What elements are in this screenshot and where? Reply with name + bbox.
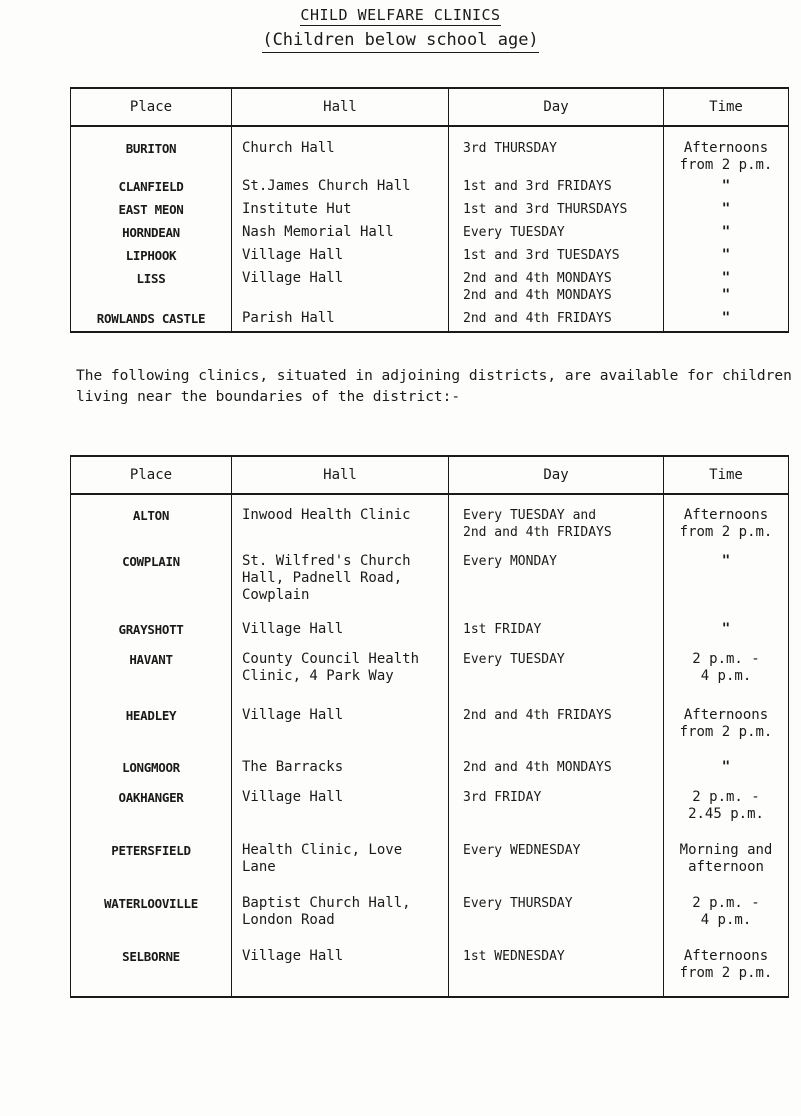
table-row [71,891,789,944]
cell-hall [232,174,449,197]
cell-time [664,126,789,174]
time-line: " [721,287,731,303]
table-row [71,306,789,332]
day-line: 2nd and 4th MONDAYS [463,760,612,775]
hall-line: Cowplain [242,587,310,603]
hall-line: County Council Health [242,651,420,667]
cell-day [449,647,664,703]
time-line: " [721,310,731,326]
cell-hall [232,617,449,647]
cell-hall [232,243,449,266]
cell-day [449,785,664,838]
cell-day [449,617,664,647]
hall-line: Institute Hut [242,201,352,217]
cell-place [71,703,232,755]
cell-place [71,306,232,332]
intro-paragraph: The following clinics, situated in adjoining districts, are available for children living near the boundaries of the district:- [76,368,792,405]
hall-line: Village Hall [242,948,344,964]
cell-time [664,647,789,703]
header-place: Place [71,88,232,126]
cell-place [71,266,232,306]
cell-hall [232,891,449,944]
cell-day [449,755,664,785]
hall-line: Hall, Padnell Road, [242,570,403,586]
time-line: afternoon [688,859,764,875]
day-line: Every TUESDAY [463,652,565,667]
time-line: Afternoons [683,948,769,964]
time-line: 2 p.m. - [692,789,760,805]
hall-line: Inwood Health Clinic [242,507,411,523]
header-hall: Hall [232,456,449,494]
table-row [71,174,789,197]
hall-line: The Barracks [242,759,344,775]
time-line: " [721,178,731,194]
table-row [71,197,789,220]
day-line: 1st and 3rd TUESDAYS [463,248,620,263]
hall-line: Village Hall [242,247,344,263]
cell-hall [232,785,449,838]
day-line: 1st FRIDAY [463,622,542,637]
place-line: GRAYSHOTT [118,622,184,637]
page-title: CHILD WELFARE CLINICS [300,6,501,24]
cell-place [71,785,232,838]
place-line: HORNDEAN [122,225,180,240]
cell-time [664,703,789,755]
hall-line: St.James Church Hall [242,178,411,194]
cell-hall [232,197,449,220]
cell-place [71,617,232,647]
cell-hall [232,549,449,617]
day-line: 1st and 3rd THURSDAYS [463,202,628,217]
table-row [71,126,789,174]
time-line: 2 p.m. - [692,651,760,667]
cell-place [71,891,232,944]
cell-day [449,838,664,891]
cell-place [71,549,232,617]
cell-time [664,785,789,838]
header-day: Day [449,88,664,126]
place-line: LISS [136,271,166,286]
table-row [71,785,789,838]
cell-day [449,220,664,243]
place-line: LONGMOOR [122,760,180,775]
cell-time [664,755,789,785]
table-row [71,266,789,306]
day-line: 3rd THURSDAY [463,141,557,156]
time-line: from 2 p.m. [679,524,773,540]
cell-time [664,220,789,243]
cell-time [664,944,789,997]
hall-line: Village Hall [242,707,344,723]
header-time: Time [664,88,789,126]
cell-time [664,838,789,891]
header-place: Place [71,456,232,494]
place-line: CLANFIELD [118,179,184,194]
clinics-table [70,87,789,333]
table-row [71,755,789,785]
table-row [71,220,789,243]
day-line: 1st and 3rd FRIDAYS [463,179,612,194]
hall-line: Church Hall [242,140,335,156]
place-line: OAKHANGER [118,790,184,805]
day-line: Every TUESDAY [463,225,565,240]
time-line: from 2 p.m. [679,157,773,173]
cell-hall [232,647,449,703]
day-line: 2nd and 4th FRIDAYS [463,525,612,540]
table-header-row [71,456,789,494]
place-line: BURITON [125,141,177,156]
place-line: COWPLAIN [122,554,180,569]
hall-line: London Road [242,912,335,928]
day-line: 2nd and 4th FRIDAYS [463,311,612,326]
time-line: Afternoons [683,707,769,723]
hall-line: Nash Memorial Hall [242,224,394,240]
time-line: from 2 p.m. [679,965,773,981]
cell-hall [232,838,449,891]
cell-day [449,266,664,306]
cell-place [71,174,232,197]
day-line: 2nd and 4th MONDAYS [463,288,612,303]
cell-hall [232,703,449,755]
cell-day [449,944,664,997]
time-line: Afternoons [683,507,769,523]
day-line: 3rd FRIDAY [463,790,542,805]
place-line: PETERSFIELD [111,843,191,858]
place-line: ALTON [132,508,170,523]
hall-line: St. Wilfred's Church [242,553,411,569]
time-line: " [721,201,731,217]
cell-day [449,306,664,332]
cell-place [71,755,232,785]
cell-time [664,891,789,944]
place-line: WATERLOOVILLE [104,896,198,911]
table-row [71,243,789,266]
place-line: ROWLANDS CASTLE [96,311,206,326]
day-line: Every TUESDAY and [463,508,597,523]
cell-day [449,174,664,197]
time-line: " [721,224,731,240]
table-row [71,944,789,997]
cell-time [664,266,789,306]
cell-hall [232,220,449,243]
time-line: 2.45 p.m. [688,806,764,822]
cell-time [664,197,789,220]
time-line: " [721,621,731,637]
hall-line: Health Clinic, Love [242,842,403,858]
cell-hall [232,306,449,332]
time-line: 4 p.m. [700,912,752,928]
hall-line: Clinic, 4 Park Way [242,668,394,684]
cell-time [664,617,789,647]
time-line: " [721,270,731,286]
cell-place [71,944,232,997]
hall-line: Baptist Church Hall, [242,895,411,911]
time-line: 4 p.m. [700,668,752,684]
place-line: SELBORNE [122,949,180,964]
day-line: Every MONDAY [463,554,557,569]
time-line: 2 p.m. - [692,895,760,911]
cell-hall [232,755,449,785]
time-line: " [721,247,731,263]
page-subtitle: (Children below school age) [0,30,801,50]
cell-time [664,174,789,197]
table-row [71,617,789,647]
time-line: Morning and [679,842,773,858]
cell-place [71,197,232,220]
cell-place [71,838,232,891]
cell-day [449,126,664,174]
header-day: Day [449,456,664,494]
table-header-row [71,88,789,126]
table-row [71,494,789,549]
hall-line: Parish Hall [242,310,335,326]
cell-hall [232,494,449,549]
time-line: from 2 p.m. [679,724,773,740]
cell-time [664,306,789,332]
table-row [71,647,789,703]
cell-place [71,126,232,174]
day-line: 2nd and 4th MONDAYS [463,271,612,286]
day-line: 2nd and 4th FRIDAYS [463,708,612,723]
cell-time [664,494,789,549]
hall-line: Village Hall [242,621,344,637]
cell-place [71,494,232,549]
table-row [71,703,789,755]
place-line: LIPHOOK [125,248,177,263]
table-row [71,838,789,891]
day-line: Every THURSDAY [463,896,573,911]
place-line: HEADLEY [125,708,177,723]
hall-line: Lane [242,859,276,875]
cell-place [71,647,232,703]
cell-place [71,220,232,243]
cell-place [71,243,232,266]
table-row [71,549,789,617]
hall-line: Village Hall [242,270,344,286]
day-line: 1st WEDNESDAY [463,949,565,964]
cell-day [449,549,664,617]
day-line: Every WEDNESDAY [463,843,581,858]
cell-day [449,197,664,220]
cell-hall [232,944,449,997]
time-line: " [721,553,731,569]
cell-time [664,549,789,617]
cell-day [449,243,664,266]
time-line: " [721,759,731,775]
header-hall: Hall [232,88,449,126]
header-time: Time [664,456,789,494]
cell-day [449,891,664,944]
adjoining-clinics-table [70,455,789,998]
place-line: EAST MEON [118,202,184,217]
time-line: Afternoons [683,140,769,156]
cell-hall [232,266,449,306]
cell-day [449,494,664,549]
place-line: HAVANT [129,652,173,667]
cell-hall [232,126,449,174]
cell-time [664,243,789,266]
cell-day [449,703,664,755]
hall-line: Village Hall [242,789,344,805]
